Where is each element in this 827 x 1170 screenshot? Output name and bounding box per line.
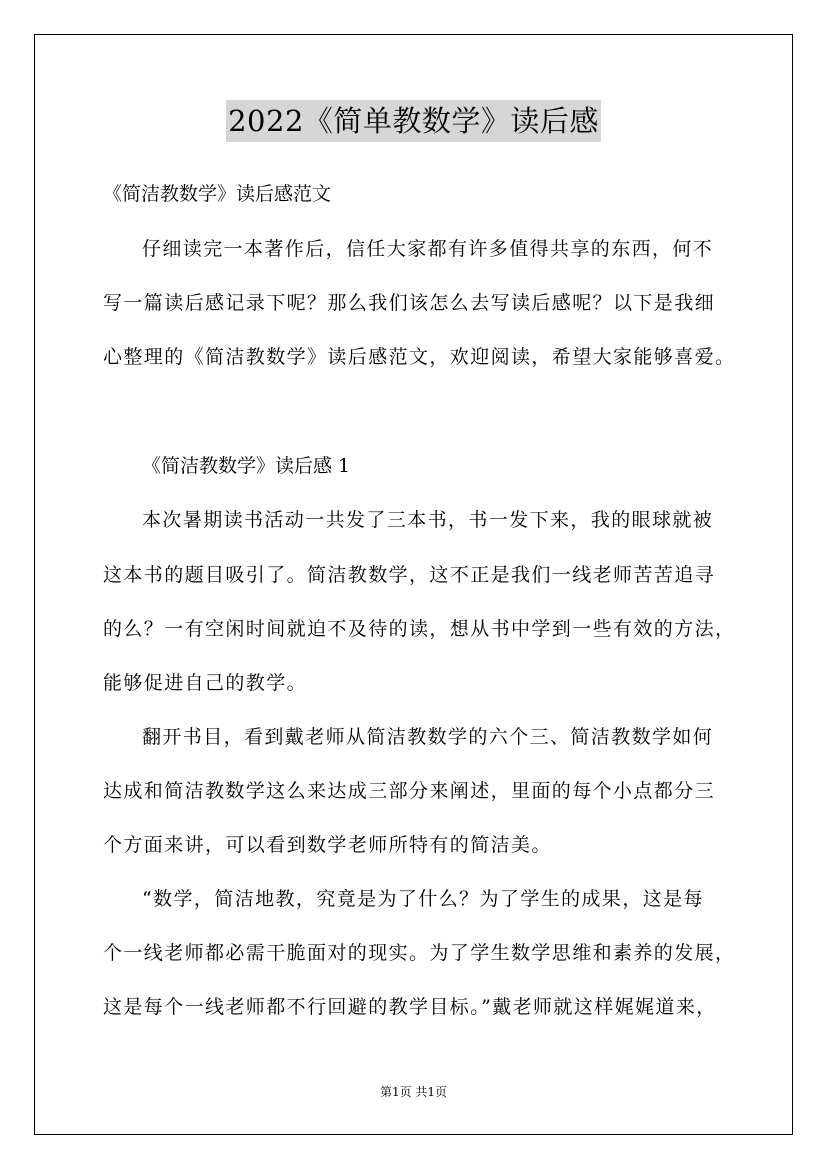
body-line: 能够促进自己的教学。 xyxy=(103,672,308,694)
body-line: 翻开书目，看到戴老师从简洁教数学的六个三、简洁教数学如何 xyxy=(142,726,714,748)
title-container xyxy=(0,100,827,142)
section-heading: 《简洁教数学》读后感 1 xyxy=(142,455,351,477)
body-line: “数学，简洁地教，究竟是为了什么？为了学生的成果，这是每 xyxy=(142,888,704,910)
body-line: 个方面来讲，可以看到数学老师所特有的简洁美。 xyxy=(103,834,552,856)
body-line: 这本书的题目吸引了。简洁教数学，这不正是我们一线老师苦苦追寻 xyxy=(103,564,716,586)
document-subtitle: 《简洁教数学》读后感范文 xyxy=(103,183,332,205)
body-line: 达成和简洁教数学这么来达成三部分来阐述，里面的每个小点都分三 xyxy=(103,780,716,802)
body-line: 本次暑期读书活动一共发了三本书，书一发下来，我的眼球就被 xyxy=(142,509,714,531)
intro-line: 心整理的《简洁教数学》读后感范文，欢迎阅读，希望大家能够喜爱。 xyxy=(103,346,736,368)
body-line: 的么？一有空闲时间就迫不及待的读，想从书中学到一些有效的方法， xyxy=(103,618,736,640)
document-title: 2022《简单教数学》读后感 xyxy=(226,100,601,142)
intro-line: 仔细读完一本著作后，信任大家都有许多值得共享的东西，何不 xyxy=(142,238,714,260)
intro-line: 写一篇读后感记录下呢？那么我们该怎么去写读后感呢？以下是我细 xyxy=(103,292,716,314)
page-footer: 第1页 共1页 xyxy=(379,1085,448,1099)
body-line: 个一线老师都必需干脆面对的现实。为了学生数学思维和素养的发展， xyxy=(103,942,736,964)
body-line: 这是每个一线老师都不行回避的教学目标。”戴老师就这样娓娓道来， xyxy=(103,996,717,1018)
